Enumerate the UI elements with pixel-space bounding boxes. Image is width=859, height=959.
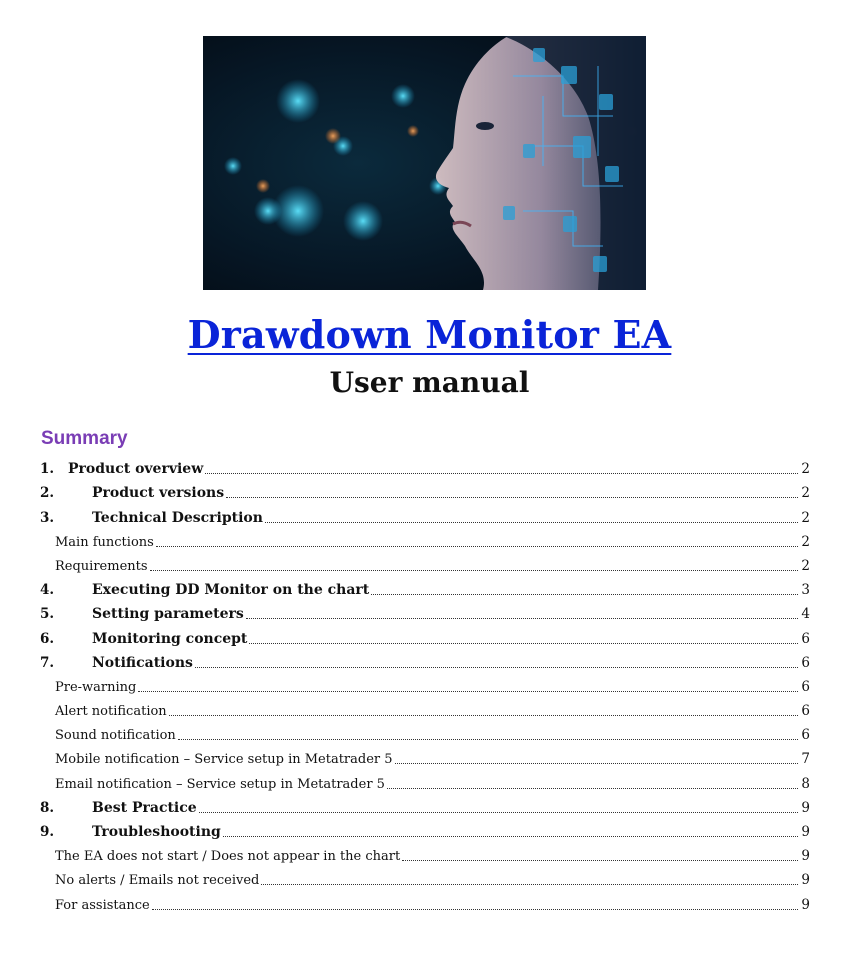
toc-entry-page: 6 [801, 703, 810, 720]
toc-entry-label: Sound notification [55, 728, 176, 744]
toc-leader-dots [395, 763, 798, 764]
toc-entry[interactable] [40, 575, 810, 599]
toc-entry[interactable] [40, 696, 810, 720]
toc-leader-dots [156, 546, 798, 547]
toc-leader-dots [246, 618, 798, 619]
toc-entry[interactable] [40, 720, 810, 744]
toc-entry-label: No alerts / Emails not received [55, 873, 260, 889]
toc-leader-dots [261, 884, 798, 885]
toc-entry-page: 8 [801, 775, 810, 792]
toc-entry-page: 9 [801, 799, 810, 816]
toc-entry-page: 2 [801, 485, 810, 502]
table-of-contents [40, 454, 810, 914]
toc-entry-label: Requirements [55, 558, 148, 574]
document-title [0, 312, 859, 357]
toc-entry-page: 3 [801, 582, 810, 599]
toc-entry-label: Email notification – Service setup in Metatrader 5 [55, 776, 385, 792]
toc-entry-number: 1. [40, 461, 55, 478]
toc-entry-number: 2. [40, 485, 55, 502]
toc-entry-label: Technical Description [92, 509, 263, 526]
toc-entry[interactable] [40, 865, 810, 889]
toc-entry-label: Troubleshooting [92, 824, 221, 840]
toc-leader-dots [195, 667, 798, 668]
toc-entry-page: 9 [801, 824, 810, 840]
toc-leader-dots [138, 691, 798, 692]
toc-heading: Summary [41, 428, 128, 449]
toc-entry[interactable] [40, 599, 810, 623]
toc-leader-dots [199, 812, 798, 813]
toc-leader-dots [402, 860, 798, 861]
toc-entry[interactable] [40, 817, 810, 841]
toc-entry-label: Executing DD Monitor on the chart [92, 582, 370, 599]
toc-entry[interactable] [40, 841, 810, 865]
toc-entry-label: Setting parameters [92, 606, 244, 623]
toc-entry-label: Product overview [68, 461, 204, 478]
toc-entry[interactable] [40, 768, 810, 792]
toc-entry-page: 6 [801, 727, 810, 744]
toc-entry-number: 8. [40, 799, 55, 816]
toc-leader-dots [265, 522, 798, 523]
toc-entry[interactable] [40, 527, 810, 551]
toc-entry-label: Monitoring concept [92, 630, 248, 647]
toc-leader-dots [169, 715, 798, 716]
toc-leader-dots [205, 473, 798, 474]
toc-entry[interactable] [40, 744, 810, 768]
toc-entry-label: Pre-warning [55, 679, 137, 695]
toc-entry-number: 9. [40, 824, 55, 840]
toc-entry-label: Best Practice [92, 799, 197, 816]
toc-entry-number: 3. [40, 509, 55, 526]
toc-entry-number: 6. [40, 630, 55, 647]
toc-entry[interactable] [40, 648, 810, 672]
toc-entry-label: Product versions [92, 485, 225, 502]
toc-entry-page: 9 [801, 872, 810, 889]
toc-entry-page: 9 [801, 896, 810, 913]
toc-leader-dots [152, 909, 798, 910]
toc-entry-page: 2 [801, 509, 810, 526]
toc-entry[interactable] [40, 793, 810, 817]
toc-leader-dots [387, 788, 798, 789]
toc-leader-dots [150, 570, 798, 571]
toc-entry-page: 4 [801, 606, 810, 623]
toc-entry[interactable] [40, 551, 810, 575]
toc-entry-number: 7. [40, 654, 55, 671]
toc-entry-label: Notifications [92, 654, 193, 671]
cover-image [203, 36, 646, 290]
toc-entry-label: Alert notification [55, 704, 167, 720]
toc-entry-page: 6 [801, 654, 810, 671]
toc-leader-dots [226, 497, 798, 498]
toc-leader-dots [178, 739, 798, 740]
cover-illustration [203, 36, 646, 290]
toc-entry-page: 6 [801, 678, 810, 695]
toc-entry-label: For assistance [55, 897, 150, 913]
toc-entry[interactable] [40, 889, 810, 913]
toc-entry[interactable] [40, 454, 810, 478]
toc-leader-dots [249, 643, 798, 644]
toc-entry-label: Mobile notification – Service setup in Metatrader 5 [55, 752, 393, 768]
toc-leader-dots [223, 836, 798, 837]
toc-entry[interactable] [40, 623, 810, 647]
toc-entry-page: 7 [801, 751, 810, 768]
toc-entry[interactable] [40, 478, 810, 502]
toc-entry-page: 2 [801, 533, 810, 550]
toc-entry[interactable] [40, 502, 810, 526]
toc-entry[interactable] [40, 672, 810, 696]
toc-leader-dots [371, 594, 798, 595]
toc-entry-label: Main functions [55, 534, 154, 550]
document-title-link[interactable]: Drawdown Monitor EA [187, 312, 672, 357]
toc-entry-number: 5. [40, 606, 55, 623]
toc-entry-page: 6 [801, 630, 810, 647]
toc-entry-number: 4. [40, 582, 55, 599]
document-subtitle: User manual [329, 366, 530, 399]
toc-entry-label: The EA does not start / Does not appear in the chart [55, 849, 401, 865]
toc-entry-page: 9 [801, 848, 810, 865]
toc-entry-page: 2 [801, 557, 810, 574]
toc-entry-page: 2 [801, 461, 810, 478]
